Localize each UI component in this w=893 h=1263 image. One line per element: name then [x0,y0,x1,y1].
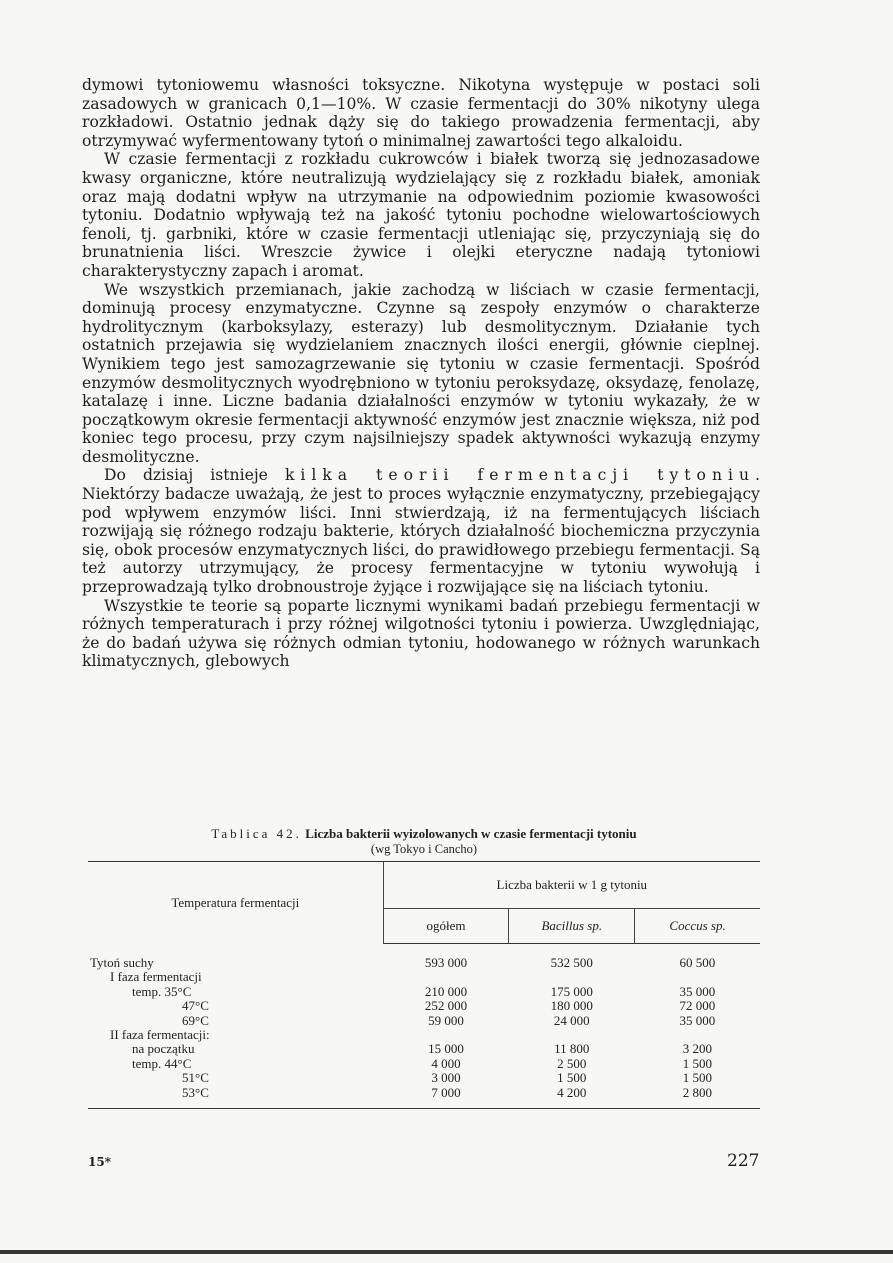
cell-coccus: 60 500 [679,955,716,970]
table-row [88,1071,760,1085]
header-coccus: Coccus sp. [635,909,760,944]
cell-total [383,1028,509,1042]
cell-coccus: 2 800 [635,1086,760,1109]
header-bacillus: Bacillus sp. [509,909,635,944]
bacteria-table [88,861,760,1109]
table-row [88,999,760,1013]
paragraph-3: We wszystkich przemianach, jakie zachodzą w liściach w czasie fermentacji, dominują procesy enzymatyczne. Czynne są zespoły enzymów o charakterze hydrolitycznym (karboksylazy, esterazy) lub desmolitycznym. Działanie tych ostatnich przejawia się wydzielaniem znacznych ilości energii, głównie cieplnej. Wynikiem tego jest samozagrzewanie się tytoniu w czasie fermentacji. Spośród enzymów desmolitycznych wyodrębniono w tytoniu peroksydazę, oksydazę, fenolazę, katalazę i inne. Liczne badania działalności enzymów w tytoniu wykazały, że w początkowym okresie fermentacji aktywność enzymów jest znacznie większa, niż pod koniec tego procesu, przy czym najsilniejszy spadek aktywności wykazują enzymy desmolityczne. [82,280,760,466]
table-row [88,970,760,984]
cell-bacillus: 4 200 [509,1086,635,1109]
cell-bacillus [509,970,635,984]
row-label: temp. 44°C [132,1055,192,1071]
row-label: temp. 35°C [132,983,192,999]
cell-coccus: 72 000 [679,998,716,1014]
cell-coccus: 35 000 [679,1012,716,1028]
cell-coccus: 35 000 [679,983,716,999]
table-source: (wg Tokyo i Cancho) [370,842,478,856]
cell-coccus: 1 500 [682,1055,712,1071]
cell-total [383,970,509,984]
table-row [88,1057,760,1071]
paragraph-4-rest: . Niektórzy badacze uważają, że jest to proces wyłącznie enzymatyczny, przebiegający pod wpływem enzymów liści. Inni stwierdzają, iż na fermentujących liściach rozwijają się różnego rodzaju bakterie, których działalność biochemiczna przyczynia się, obok procesów enzymatycznych liści, do prawidłowego przebiegu fermentacji. Są też autorzy utrzymujący, że procesy fermentacyjne w tytoniu wywołują i przeprowadzają tylko drobnoustroje żyjące i rozwijające się na liściach tytoniu. [82,466,760,597]
row-label: Tytoń suchy [90,954,154,970]
cell-bacillus: 532 500 [550,955,593,970]
cell-bacillus: 2 500 [557,1055,587,1071]
paragraph-1: dymowi tytoniowemu własności toksyczne. Nikotyna występuje w postaci soli zasadowych w granicach 0,1—10%. W czasie fermentacji do 30% nikotyny ulega rozkładowi. Ostatnio jednak dąży się do takiego prowadzenia fermentacji, aby otrzymywać wyfermentowany tytoń o minimalnej zawartości tego alkaloidu. [82,76,760,150]
cell-coccus [635,970,760,984]
cell-coccus: 1 500 [682,1070,712,1086]
row-label: na początku [132,1041,195,1057]
cell-bacillus: 180 000 [550,998,593,1014]
body-text [82,76,760,671]
table-row [88,985,760,999]
page-number: 227 [727,1151,760,1171]
row-label: 69°C [182,1012,209,1028]
row-label: 51°C [182,1070,209,1086]
paragraph-5: Wszystkie te teorie są poparte licznymi wynikami badań przebiegu fermentacji w różnych temperaturach i przy różnej wilgotności tytoniu i powierza. Uwzględniając, że do badań używa się różnych odmian tytoniu, hodowanego w różnych warunkach klimatycznych, glebowych [82,596,760,671]
table-label: Tablica 42. [211,826,302,841]
table-caption [88,826,760,842]
cell-total: 593 000 [424,955,468,970]
cell-total: 252 000 [424,998,468,1014]
paragraph-4 [82,466,760,596]
row-label: II faza fermentacji: [110,1027,210,1043]
bottom-edge-rule [0,1250,893,1254]
header-total: ogółem [383,909,509,944]
cell-bacillus: 11 800 [554,1041,590,1057]
cell-total: 59 000 [428,1012,464,1028]
table-row [88,944,760,971]
cell-bacillus: 175 000 [550,983,593,999]
table-row [88,1028,760,1042]
row-label: 53°C [88,1086,383,1109]
cell-bacillus: 24 000 [553,1012,590,1028]
table-title: Liczba bakterii wyizolowanych w czasie fermentacji tytoniu [305,826,637,841]
table-section [88,826,760,1109]
signature-mark: 15* [88,1155,111,1169]
row-label: 47°C [182,998,209,1014]
table-row [88,1014,760,1028]
header-temperature: Temperatura fermentacji [88,862,383,944]
cell-coccus [635,1028,760,1042]
cell-total: 3 000 [431,1070,461,1086]
header-bacteria-count: Liczba bakterii w 1 g tytoniu [383,862,760,909]
cell-bacillus [509,1028,635,1042]
table-row [88,1042,760,1056]
cell-total: 4 000 [431,1055,461,1071]
paragraph-2: W czasie fermentacji z rozkładu cukrowców i białek tworzą się jednozasadowe kwasy organiczne, które neutralizują wydzielający się z rozkładu białek, amoniak oraz mają dodatni wpływ na utrzymanie na odpowiednim poziomie kwasowości tytoniu. Dodatnio wpływają też na jakość tytoniu pochodne wielowartościowych fenoli, tj. garbniki, które w czasie fermentacji utleniając się, przyczyniają się do brunatnienia liści. Wreszcie żywice i olejki eteryczne nadają tytoniowi charakterystyczny zapach i aromat. [82,150,760,280]
cell-coccus: 3 200 [682,1041,712,1057]
cell-total: 7 000 [383,1086,509,1109]
cell-total: 15 000 [428,1041,464,1057]
spaced-emphasis: kilka teorii fermentacji tytoniu [284,466,756,485]
table-row [88,1086,760,1109]
paragraph-4-lead: Do dzisiaj istnieje [104,466,285,485]
cell-bacillus: 1 500 [557,1070,587,1086]
row-label: I faza fermentacji [110,969,202,985]
cell-total: 210 000 [424,983,468,999]
